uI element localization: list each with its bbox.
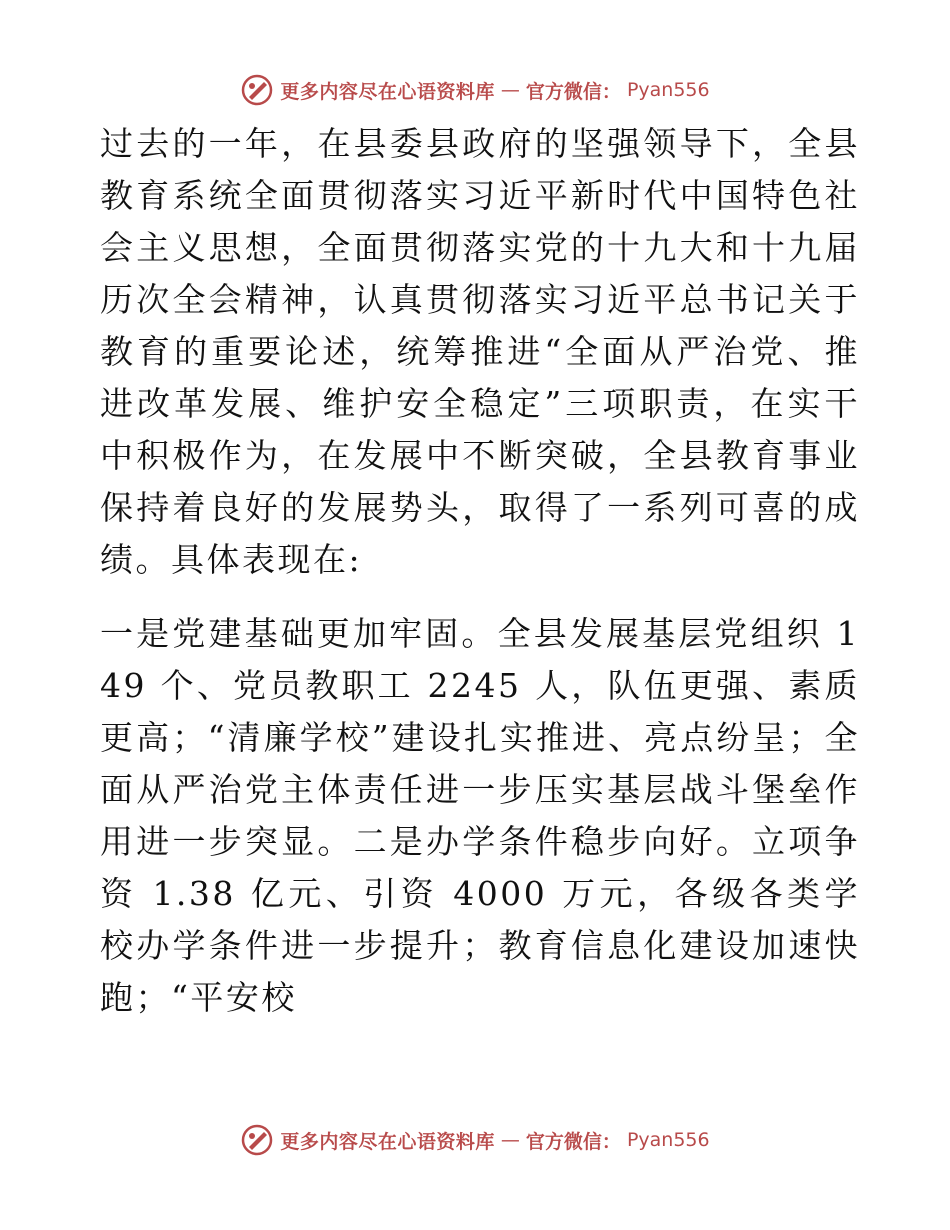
watermark-site-text: 更多内容尽在心语资料库 [280, 1130, 495, 1153]
paragraph-achievements: 一是党建基础更加牢固。全县发展基层党组织 149 个、党员教职工 2245 人，队伍更强、素质更高；“清廉学校”建设扎实推进、亮点纷呈；全面从严治党主体责任进一步压实基层战斗堡垒作用进一步突显。二是办学条件稳步向好。立项争资 1.38 亿元、引资 4000 万元，各级各类学校办学条件进一步提升；教育信息化建设加速快跑；“平安校 [100, 614, 860, 1017]
watermark-separator: — [500, 1129, 520, 1151]
watermark-footer [0, 1120, 950, 1160]
paragraph-summary: 过去的一年，在县委县政府的坚强领导下，全县教育系统全面贯彻落实习近平新时代中国特色社会主义思想，全面贯彻落实党的十九大和十九届历次全会精神，认真贯彻落实习近平总书记关于教育的重要论述，统筹推进“全面从严治党、推进改革发展、维护安全稳定”三项职责，在实干中积极作为，在发展中不断突破，全县教育事业保持着良好的发展势头，取得了一系列可喜的成绩。具体表现在: [100, 124, 860, 579]
watermark-header [0, 70, 950, 110]
watermark-wechat-id: Pyan556 [626, 79, 710, 101]
library-logo-icon [240, 73, 274, 107]
watermark-wechat-id: Pyan556 [626, 1129, 710, 1151]
watermark-separator: — [500, 79, 520, 101]
watermark-wechat-label: 官方微信： [525, 80, 621, 103]
document-body [100, 118, 860, 1024]
watermark-wechat-label: 官方微信： [525, 1130, 621, 1153]
library-logo-icon [240, 1123, 274, 1157]
watermark-site-text: 更多内容尽在心语资料库 [280, 80, 495, 103]
